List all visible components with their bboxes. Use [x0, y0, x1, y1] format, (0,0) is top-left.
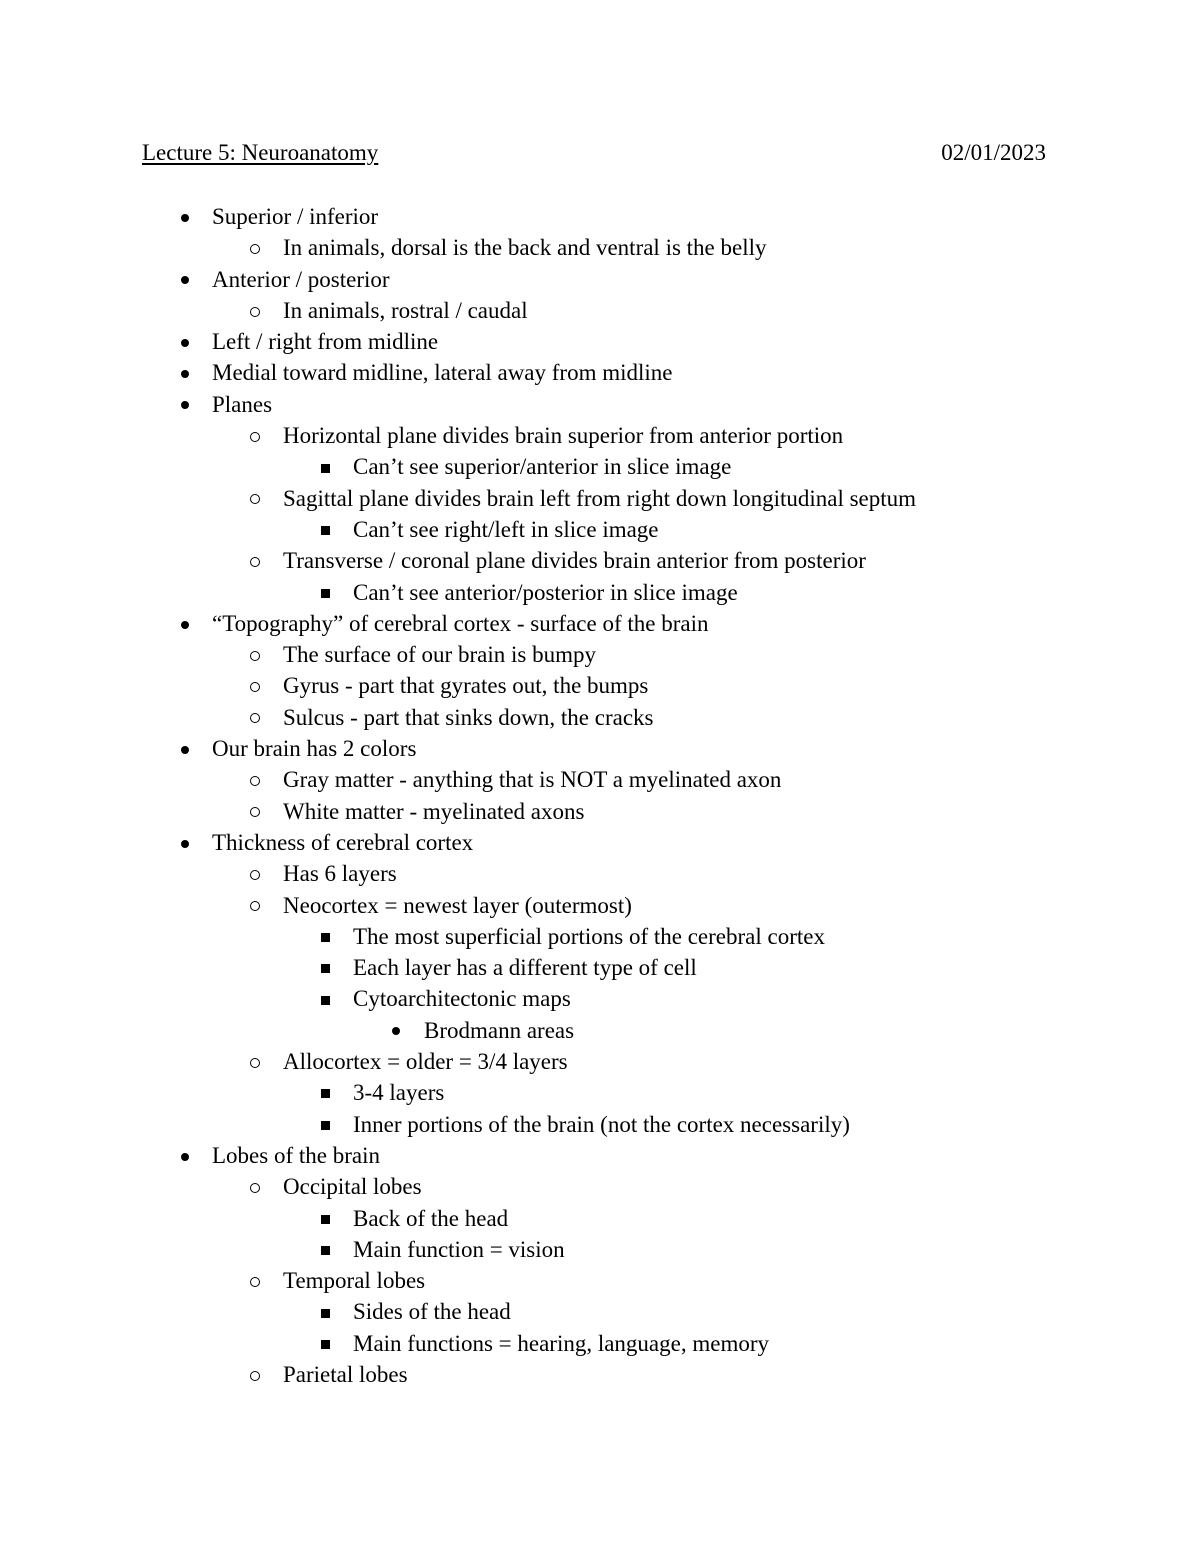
lecture-title: Lecture 5: Neuroanatomy [142, 140, 379, 165]
bullet-circle-icon [248, 545, 262, 576]
bullet-circle-icon [248, 483, 262, 514]
list-item [0, 1015, 1200, 1046]
list-item [0, 952, 1200, 983]
bullet-square-icon [318, 952, 332, 983]
bullet-circle-icon [248, 1359, 262, 1390]
bullet-square-icon [318, 1234, 332, 1265]
list-item-text: Sagittal plane divides brain left from right down longitudinal septum [283, 485, 917, 511]
bullet-circle-icon [248, 1046, 262, 1077]
bullet-square-icon [318, 1203, 332, 1234]
list-item [0, 702, 1200, 733]
bullet-square-icon [318, 577, 332, 608]
list-item [0, 326, 1200, 357]
list-item [0, 201, 1200, 232]
bullet-dot-icon [178, 827, 192, 858]
list-item-text: Left / right from midline [212, 329, 439, 355]
list-item-text: Main function = vision [353, 1236, 565, 1262]
bullet-circle-icon [248, 670, 262, 701]
list-item [0, 514, 1200, 545]
lecture-date: 02/01/2023 [941, 140, 1046, 165]
bullet-circle-icon [248, 702, 262, 733]
list-item [0, 389, 1200, 420]
list-item [0, 1359, 1200, 1390]
list-item-text: Our brain has 2 colors [212, 736, 417, 762]
list-item [0, 483, 1200, 514]
list-item [0, 1296, 1200, 1327]
list-item-text: Can’t see right/left in slice image [353, 516, 659, 542]
list-item [0, 451, 1200, 482]
list-item [0, 983, 1200, 1014]
list-item-text: Medial toward midline, lateral away from midline [212, 360, 673, 386]
list-item [0, 1203, 1200, 1234]
list-item [0, 733, 1200, 764]
list-item-text: Can’t see anterior/posterior in slice image [353, 579, 738, 605]
list-item-text: Main functions = hearing, language, memory [353, 1330, 769, 1356]
list-item [0, 1328, 1200, 1359]
list-item-text: Each layer has a different type of cell [353, 955, 697, 981]
bullet-square-icon [318, 1296, 332, 1327]
list-item-text: 3-4 layers [353, 1080, 445, 1106]
bullet-square-icon [318, 983, 332, 1014]
list-item [0, 357, 1200, 388]
list-item-text: Can’t see superior/anterior in slice image [353, 454, 732, 480]
list-item [0, 1265, 1200, 1296]
list-item [0, 670, 1200, 701]
list-item-text: Horizontal plane divides brain superior from anterior portion [283, 423, 844, 449]
list-item [0, 1109, 1200, 1140]
list-item [0, 1077, 1200, 1108]
bullet-dot-icon [178, 733, 192, 764]
list-item [0, 827, 1200, 858]
list-item-text: Temporal lobes [283, 1268, 426, 1294]
list-item [0, 1171, 1200, 1202]
bullet-dot-icon [389, 1015, 403, 1046]
bullet-circle-icon [248, 639, 262, 670]
list-item-text: Occipital lobes [283, 1174, 422, 1200]
list-item-text: The most superficial portions of the cerebral cortex [353, 923, 825, 949]
list-item [0, 921, 1200, 952]
list-item-text: Planes [212, 391, 273, 417]
bullet-square-icon [318, 1109, 332, 1140]
bullet-dot-icon [178, 389, 192, 420]
list-item-text: Parietal lobes [283, 1361, 408, 1387]
bullet-square-icon [318, 514, 332, 545]
list-item-text: Sulcus - part that sinks down, the cracks [283, 704, 654, 730]
bullet-dot-icon [178, 1140, 192, 1171]
bullet-circle-icon [248, 890, 262, 921]
list-item-text: Gray matter - anything that is NOT a myelinated axon [283, 767, 782, 793]
bullet-circle-icon [248, 858, 262, 889]
bullet-circle-icon [248, 295, 262, 326]
list-item [0, 1140, 1200, 1171]
list-item-text: Back of the head [353, 1205, 509, 1231]
list-item-text: Inner portions of the brain (not the cortex necessarily) [353, 1111, 850, 1137]
list-item-text: Brodmann areas [424, 1017, 575, 1043]
bullet-dot-icon [178, 264, 192, 295]
bullet-dot-icon [178, 326, 192, 357]
bullet-circle-icon [248, 232, 262, 263]
list-item-text: Neocortex = newest layer (outermost) [283, 892, 632, 918]
list-item-text: “Topography” of cerebral cortex - surface of the brain [212, 610, 709, 636]
list-item [0, 232, 1200, 263]
list-item [0, 764, 1200, 795]
bullet-dot-icon [178, 357, 192, 388]
bullet-circle-icon [248, 764, 262, 795]
list-item-text: Gyrus - part that gyrates out, the bumps [283, 673, 649, 699]
list-item [0, 420, 1200, 451]
bullet-dot-icon [178, 201, 192, 232]
list-item-text: Transverse / coronal plane divides brain anterior from posterior [283, 548, 866, 574]
list-item [0, 295, 1200, 326]
bullet-square-icon [318, 1328, 332, 1359]
notes-list [0, 201, 1200, 1390]
list-item [0, 577, 1200, 608]
document-header [142, 140, 1046, 172]
list-item-text: Superior / inferior [212, 204, 379, 229]
list-item [0, 796, 1200, 827]
bullet-circle-icon [248, 796, 262, 827]
bullet-circle-icon [248, 1265, 262, 1296]
bullet-circle-icon [248, 1171, 262, 1202]
bullet-square-icon [318, 1077, 332, 1108]
list-item-text: Thickness of cerebral cortex [212, 829, 474, 855]
list-item [0, 608, 1200, 639]
bullet-square-icon [318, 451, 332, 482]
list-item-text: Sides of the head [353, 1299, 511, 1325]
bullet-dot-icon [178, 608, 192, 639]
list-item [0, 545, 1200, 576]
list-item [0, 264, 1200, 295]
list-item [0, 890, 1200, 921]
list-item [0, 1234, 1200, 1265]
list-item [0, 858, 1200, 889]
list-item-text: Anterior / posterior [212, 266, 390, 292]
list-item-text: Cytoarchitectonic maps [353, 986, 571, 1012]
list-item-text: Has 6 layers [283, 861, 397, 887]
list-item [0, 1046, 1200, 1077]
bullet-square-icon [318, 921, 332, 952]
list-item-text: Allocortex = older = 3/4 layers [283, 1049, 568, 1075]
bullet-circle-icon [248, 420, 262, 451]
list-item-text: Lobes of the brain [212, 1142, 380, 1168]
list-item-text: The surface of our brain is bumpy [283, 642, 596, 668]
list-item-text: In animals, rostral / caudal [283, 297, 528, 323]
list-item-text: White matter - myelinated axons [283, 798, 585, 824]
list-item [0, 639, 1200, 670]
list-item-text: In animals, dorsal is the back and ventral is the belly [283, 235, 767, 261]
